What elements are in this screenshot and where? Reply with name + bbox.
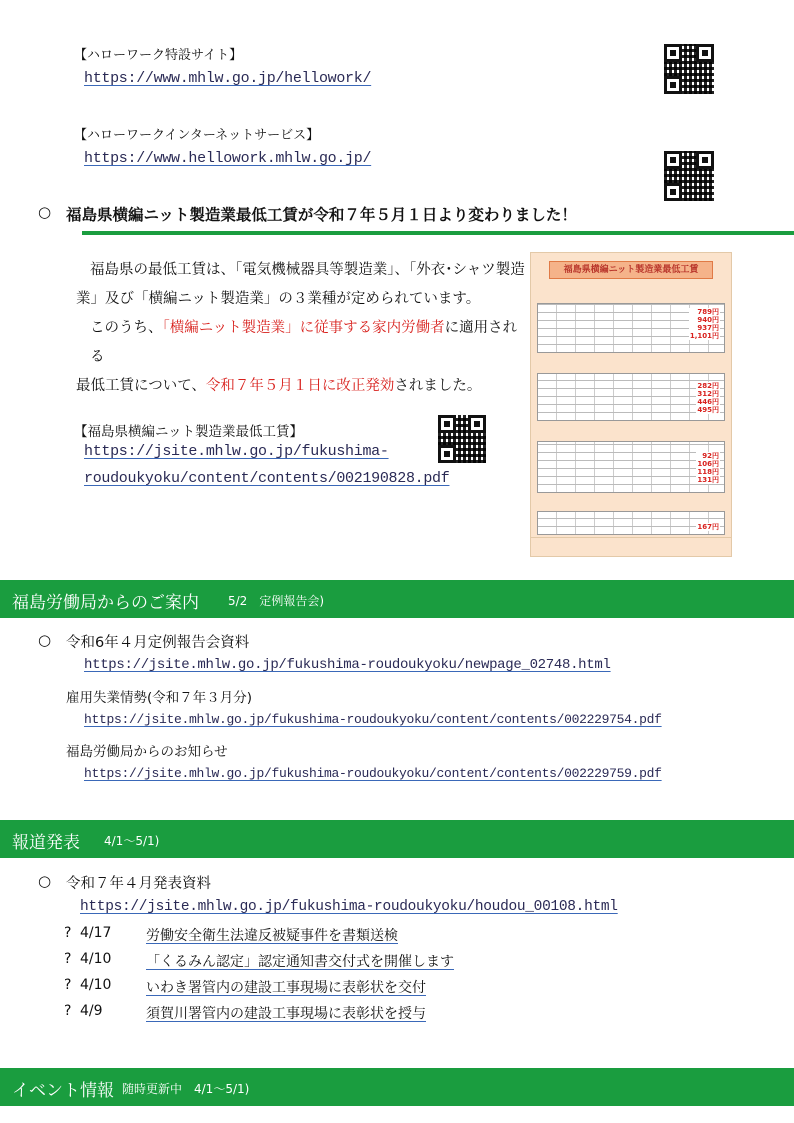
poster-value: 446円 xyxy=(697,398,719,406)
poster-title: 福島県横編ニット製造業最低工賃 xyxy=(549,261,713,279)
release-date: 4/17 xyxy=(80,925,112,941)
hellowork-internet-label: 【ハローワークインターネットサービス】 xyxy=(74,128,320,143)
poster-value: 118円 xyxy=(697,468,719,476)
poster-footer xyxy=(531,537,731,556)
release-item xyxy=(64,951,564,977)
poster-value: 1,101円 xyxy=(689,332,719,340)
section-band-press xyxy=(0,820,794,858)
release-item xyxy=(64,925,564,951)
body-text: 最低工賃について、 xyxy=(76,378,206,394)
release-date: 4/10 xyxy=(80,977,112,993)
wage-link-label: 【福島県横編ニット製造業最低工賃】 xyxy=(74,424,303,440)
bullet-circle: ○ xyxy=(38,203,52,221)
section-subtitle: 5/2 定例報告会) xyxy=(228,594,324,608)
section-band-events xyxy=(0,1068,794,1106)
release-mark: ? xyxy=(64,925,72,941)
body-line xyxy=(76,314,526,372)
qr-code-icon xyxy=(664,44,714,94)
poster-values xyxy=(696,452,720,484)
wage-notice-heading: 福島県横編ニット製造業最低工賃が令和７年５月１日より変わりました！ xyxy=(66,206,577,224)
release-item xyxy=(64,977,564,1003)
release-mark: ? xyxy=(64,1003,72,1019)
notice-link[interactable]: https://jsite.mhlw.go.jp/fukushima-roudoukyoku/content/contents/002229759.pdf xyxy=(84,766,662,781)
wage-link-line2[interactable]: roudoukyoku/content/contents/002190828.pdf xyxy=(84,470,450,487)
employment-link[interactable]: https://jsite.mhlw.go.jp/fukushima-roudoukyoku/content/contents/002229754.pdf xyxy=(84,712,662,727)
release-mark: ? xyxy=(64,951,72,967)
hellowork-special-label: 【ハローワーク特設サイト】 xyxy=(74,48,243,63)
body-text: このうち、 xyxy=(90,320,163,336)
poster-value: 167円 xyxy=(697,523,719,531)
poster-value: 312円 xyxy=(697,390,719,398)
heading-underline xyxy=(82,231,794,235)
bullet-circle: ○ xyxy=(38,872,52,890)
poster-table xyxy=(537,373,725,421)
poster-value: 106円 xyxy=(697,460,719,468)
poster-value: 92円 xyxy=(702,452,719,460)
body-text: に適用される xyxy=(90,320,518,365)
highlight-text: 「横編ニット製造業」に従事する家内労働者 xyxy=(162,320,445,336)
highlight-text: 令和７年５月１日に改正発効 xyxy=(205,378,395,394)
qr-code-icon xyxy=(664,151,714,201)
body-line: 福島県の最低工賃は、「電気機械器具等製造業」、「外衣･シャツ製造 xyxy=(90,262,525,278)
report-title: 令和6年４月定例報告会資料 xyxy=(66,635,250,651)
body-line: 業」及び「横編ニット製造業」の３業種が定められています。 xyxy=(76,291,481,307)
release-link[interactable]: いわき署管内の建設工事現場に表彰状を交付 xyxy=(146,980,426,996)
poster-value: 789円 xyxy=(697,308,719,316)
employment-title: 雇用失業情勢(令和７年３月分) xyxy=(66,690,253,706)
release-date: 4/10 xyxy=(80,951,112,967)
section-subtitle: 4/1～5/1) xyxy=(104,834,160,848)
poster-value: 937円 xyxy=(697,324,719,332)
press-link[interactable]: https://jsite.mhlw.go.jp/fukushima-roudoukyoku/houdou_00108.html xyxy=(80,899,618,915)
poster-value: 940円 xyxy=(697,316,719,324)
release-mark: ? xyxy=(64,977,72,993)
poster-values xyxy=(696,382,720,414)
section-band-labour-bureau xyxy=(0,580,794,618)
report-link[interactable]: https://jsite.mhlw.go.jp/fukushima-roudoukyoku/newpage_02748.html xyxy=(84,657,611,673)
section-title: 報道発表 xyxy=(12,833,80,853)
wage-notice-body xyxy=(76,256,526,401)
poster-value: 131円 xyxy=(697,476,719,484)
wage-poster-image xyxy=(530,252,732,557)
qr-code-icon xyxy=(438,415,486,463)
poster-values xyxy=(689,308,720,340)
poster-table xyxy=(537,441,725,493)
hellowork-special-link[interactable]: https://www.mhlw.go.jp/hellowork/ xyxy=(84,70,372,87)
body-text: されました。 xyxy=(394,378,482,394)
release-date: 4/9 xyxy=(80,1003,103,1019)
wage-link-line1[interactable]: https://jsite.mhlw.go.jp/fukushima- xyxy=(84,443,389,460)
section-title: 福島労働局からのご案内 xyxy=(12,593,199,613)
release-list xyxy=(64,925,564,1029)
body-line xyxy=(76,372,526,401)
press-title: 令和７年４月発表資料 xyxy=(66,876,211,892)
poster-table xyxy=(537,303,725,353)
hellowork-internet-link[interactable]: https://www.hellowork.mhlw.go.jp/ xyxy=(84,150,372,167)
poster-value: 282円 xyxy=(697,382,719,390)
poster-table xyxy=(537,511,725,535)
poster-value: 495円 xyxy=(697,406,719,414)
section-title: イベント情報 xyxy=(12,1081,114,1101)
poster-values xyxy=(696,523,720,531)
release-link[interactable]: 須賀川署管内の建設工事現場に表彰状を授与 xyxy=(146,1006,426,1022)
release-link[interactable]: 労働安全衛生法違反被疑事件を書類送検 xyxy=(146,928,398,944)
section-subtitle: 随時更新中 4/1～5/1) xyxy=(122,1082,250,1096)
release-link[interactable]: 「くるみん認定」認定通知書交付式を開催します xyxy=(146,954,454,970)
release-item xyxy=(64,1003,564,1029)
bullet-circle: ○ xyxy=(38,631,52,649)
notice-title: 福島労働局からのお知らせ xyxy=(66,744,228,760)
